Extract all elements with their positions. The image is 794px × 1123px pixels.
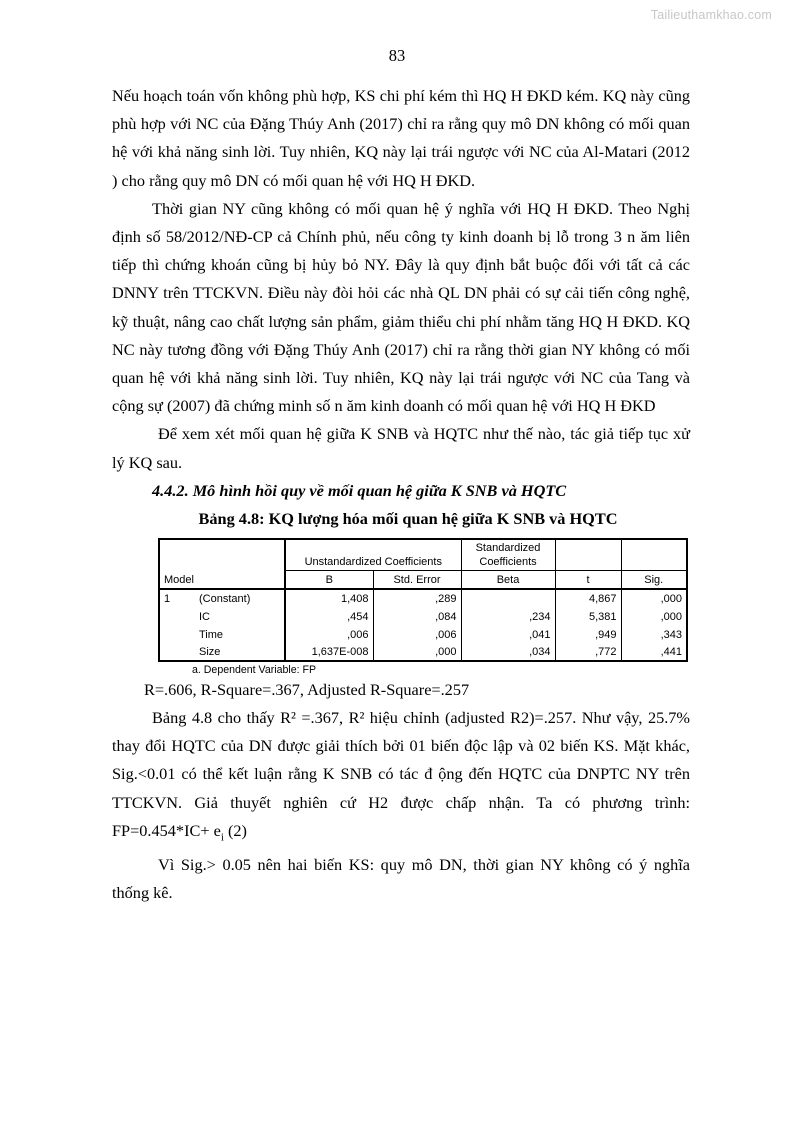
column-header-model: Model [159, 571, 285, 589]
cell-sig-size: ,441 [660, 645, 683, 658]
cell-beta-constant [461, 589, 555, 607]
cell-b-size: 1,637E-008 [285, 643, 373, 661]
paragraph-5-text: Bảng 4.8 cho thấy R² =.367, R² hiệu chỉnh (adjusted R2)=.257. Như vậy, 25.7% thay đổi HQTC của DN được giải thích bởi 01 biến độc lập và 02 biến KS. Mặt khác, Sig.<0.01 có thể kết luận rằng K SNB có tác đ ộng đến HQTC của DNPTC NY trên TTCKVN. Giả thuyết nghiên cứ H2 được chấp nhận. Ta có phương trình: FP=0.454*IC+ e [112, 707, 690, 840]
model-fit-statistics: R=.606, R-Square=.367, Adjusted R-Square=.257 [144, 679, 470, 699]
paragraph-5-tail: (2) [223, 820, 247, 840]
cell-t-ic: 5,381 [555, 607, 621, 625]
row-index-size [159, 643, 195, 661]
column-header-t: t [555, 571, 621, 589]
cell-b-time: ,006 [285, 625, 373, 643]
table-row [159, 589, 687, 607]
page-number: 83 [388, 46, 406, 65]
column-header-std-error: Std. Error [373, 571, 461, 589]
site-watermark: Tailieuthamkhao.com [650, 8, 772, 22]
row-label-constant: (Constant) [195, 589, 285, 607]
spss-table-container [112, 538, 690, 676]
column-header-sig: Sig. [621, 571, 687, 589]
cell-beta-ic: ,234 [461, 607, 555, 625]
header-sig-blank [621, 539, 687, 571]
paragraph-5 [112, 704, 690, 851]
cell-b-ic: ,454 [285, 607, 373, 625]
row-index-1: 1 [164, 592, 171, 605]
cell-std-error-ic: ,084 [373, 607, 461, 625]
coefficients-table [158, 538, 688, 662]
cell-beta-size: ,034 [461, 643, 555, 661]
table-row [159, 625, 687, 643]
row-label-time: Time [195, 625, 285, 643]
header-standardized-coefficients: Standardized Coefficients [461, 539, 555, 571]
section-heading-4-4-2: 4.4.2. Mô hình hồi quy về mối quan hệ giữa K SNB và HQTC [152, 480, 567, 500]
column-header-beta: Beta [461, 571, 555, 589]
table-row [159, 607, 687, 625]
cell-std-error-constant: ,289 [373, 589, 461, 607]
page-content [112, 82, 690, 908]
table-header-row-groups [159, 539, 687, 571]
paragraph-6: Vì Sig.> 0.05 nên hai biến KS: quy mô DN, thời gian NY không có ý nghĩa thống kê. [112, 855, 690, 903]
model-header-blank [159, 539, 285, 571]
paragraph-2: Thời gian NY cũng không có mối quan hệ ý nghĩa với HQ H ĐKD. Theo Nghị định số 58/2012/NĐ-CP cả Chính phủ, nếu công ty kinh doanh bị lỗ trong 3 n ăm liên tiếp thì chứng khoán cũng bị hủy bỏ NY. Đây là quy định bắt buộc đối với tất cả các DNNY trên TTCKVN. Điều này đòi hỏi các nhà QL DN phải có sự cải tiến công nghệ, kỹ thuật, nâng cao chất lượng sản phẩm, giảm thiểu chi phí nhằm tăng HQ H ĐKD. KQ NC này tương đồng với Đặng Thúy Anh (2017) chỉ ra rằng thời gian NY không có mối quan hệ với khả năng sinh lời. Tuy nhiên, KQ này lại trái ngược với NC của Tang và cộng sự (2007) đã chứng minh số n ăm kinh doanh có mối quan hệ với HQ H ĐKD [112, 198, 690, 416]
paragraph-1: Nếu hoạch toán vốn không phù hợp, KS chi phí kém thì HQ H ĐKD kém. KQ này cũng phù hợp với NC của Đặng Thúy Anh (2017) chỉ ra rằng quy mô DN không có mối quan hệ với khả năng sinh lời. Tuy nhiên, KQ này lại trái ngược với NC của Al-Matari (2012 ) cho rằng quy mô DN có mối quan hệ với HQ H ĐKD. [112, 86, 690, 190]
cell-beta-time: ,041 [461, 625, 555, 643]
table-row [159, 643, 687, 661]
cell-t-constant: 4,867 [555, 589, 621, 607]
table-caption: Bảng 4.8: KQ lượng hóa mối quan hệ giữa K SNB và HQTC [198, 509, 618, 529]
cell-std-error-size: ,000 [373, 643, 461, 661]
row-label-size: Size [195, 643, 285, 661]
cell-b-constant: 1,408 [285, 589, 373, 607]
row-label-ic: IC [195, 607, 285, 625]
header-t-blank [555, 539, 621, 571]
paragraph-3: Để xem xét mối quan hệ giữa K SNB và HQTC như thế nào, tác giả tiếp tục xử lý KQ sau. [112, 424, 690, 472]
cell-t-time: ,949 [555, 625, 621, 643]
row-index-time [159, 625, 195, 643]
table-header-row-columns [159, 571, 687, 589]
cell-sig-ic: ,000 [660, 610, 683, 623]
cell-t-size: ,772 [555, 643, 621, 661]
cell-std-error-time: ,006 [373, 625, 461, 643]
cell-sig-time: ,343 [660, 628, 683, 641]
paragraph-5-subscript: i [220, 831, 224, 844]
column-header-b: B [285, 571, 373, 589]
table-footnote: a. Dependent Variable: FP [192, 663, 317, 676]
row-index-ic [159, 607, 195, 625]
cell-sig-constant: ,000 [660, 592, 683, 605]
header-unstandardized-coefficients: Unstandardized Coefficients [285, 539, 461, 571]
